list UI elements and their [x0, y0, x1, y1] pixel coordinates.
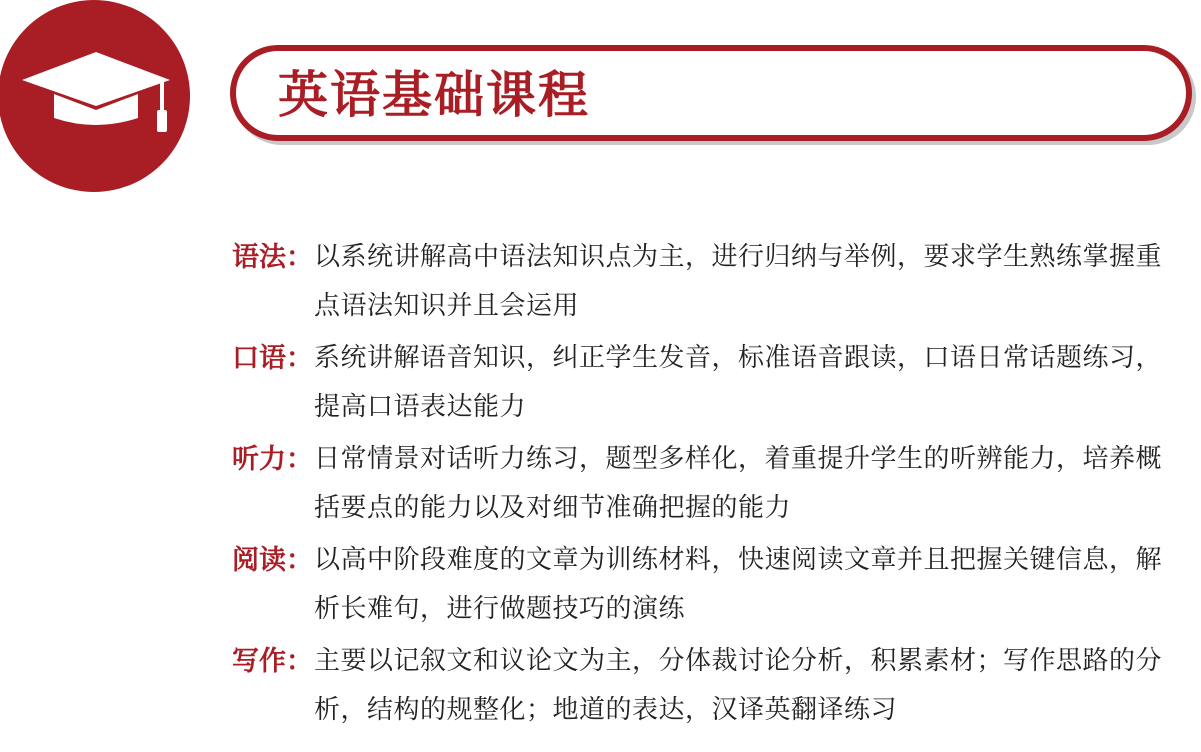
course-description: 主要以记叙文和议论文为主，分体裁讨论分析，积累素材；写作思路的分析，结构的规整化；地道的表达，汉译英翻译练习 [314, 646, 1163, 725]
course-label: 听力： [232, 444, 313, 475]
course-label: 阅读： [232, 545, 313, 576]
course-label: 口语： [232, 343, 313, 374]
list-item-reading [232, 536, 1187, 634]
list-item-speaking [232, 334, 1187, 432]
list-item-grammar [232, 233, 1187, 331]
list-item-listening [232, 435, 1187, 533]
graduation-cap-icon [16, 48, 176, 138]
course-label: 语法： [232, 242, 313, 273]
course-label: 写作： [232, 646, 313, 677]
course-description: 系统讲解语音知识，纠正学生发音，标准语音跟读，口语日常话题练习，提高口语表达能力 [314, 343, 1163, 422]
course-list [232, 233, 1187, 738]
page-title: 英语基础课程 [278, 66, 590, 124]
course-description: 日常情景对话听力练习，题型多样化，着重提升学生的听辨能力，培养概括要点的能力以及对细节准确把握的能力 [314, 444, 1163, 523]
course-description: 以高中阶段难度的文章为训练材料，快速阅读文章并且把握关键信息，解析长难句，进行做题技巧的演练 [314, 545, 1163, 624]
course-description: 以系统讲解高中语法知识点为主，进行归纳与举例，要求学生熟练掌握重点语法知识并且会运用 [314, 242, 1163, 321]
list-item-writing [232, 637, 1187, 735]
